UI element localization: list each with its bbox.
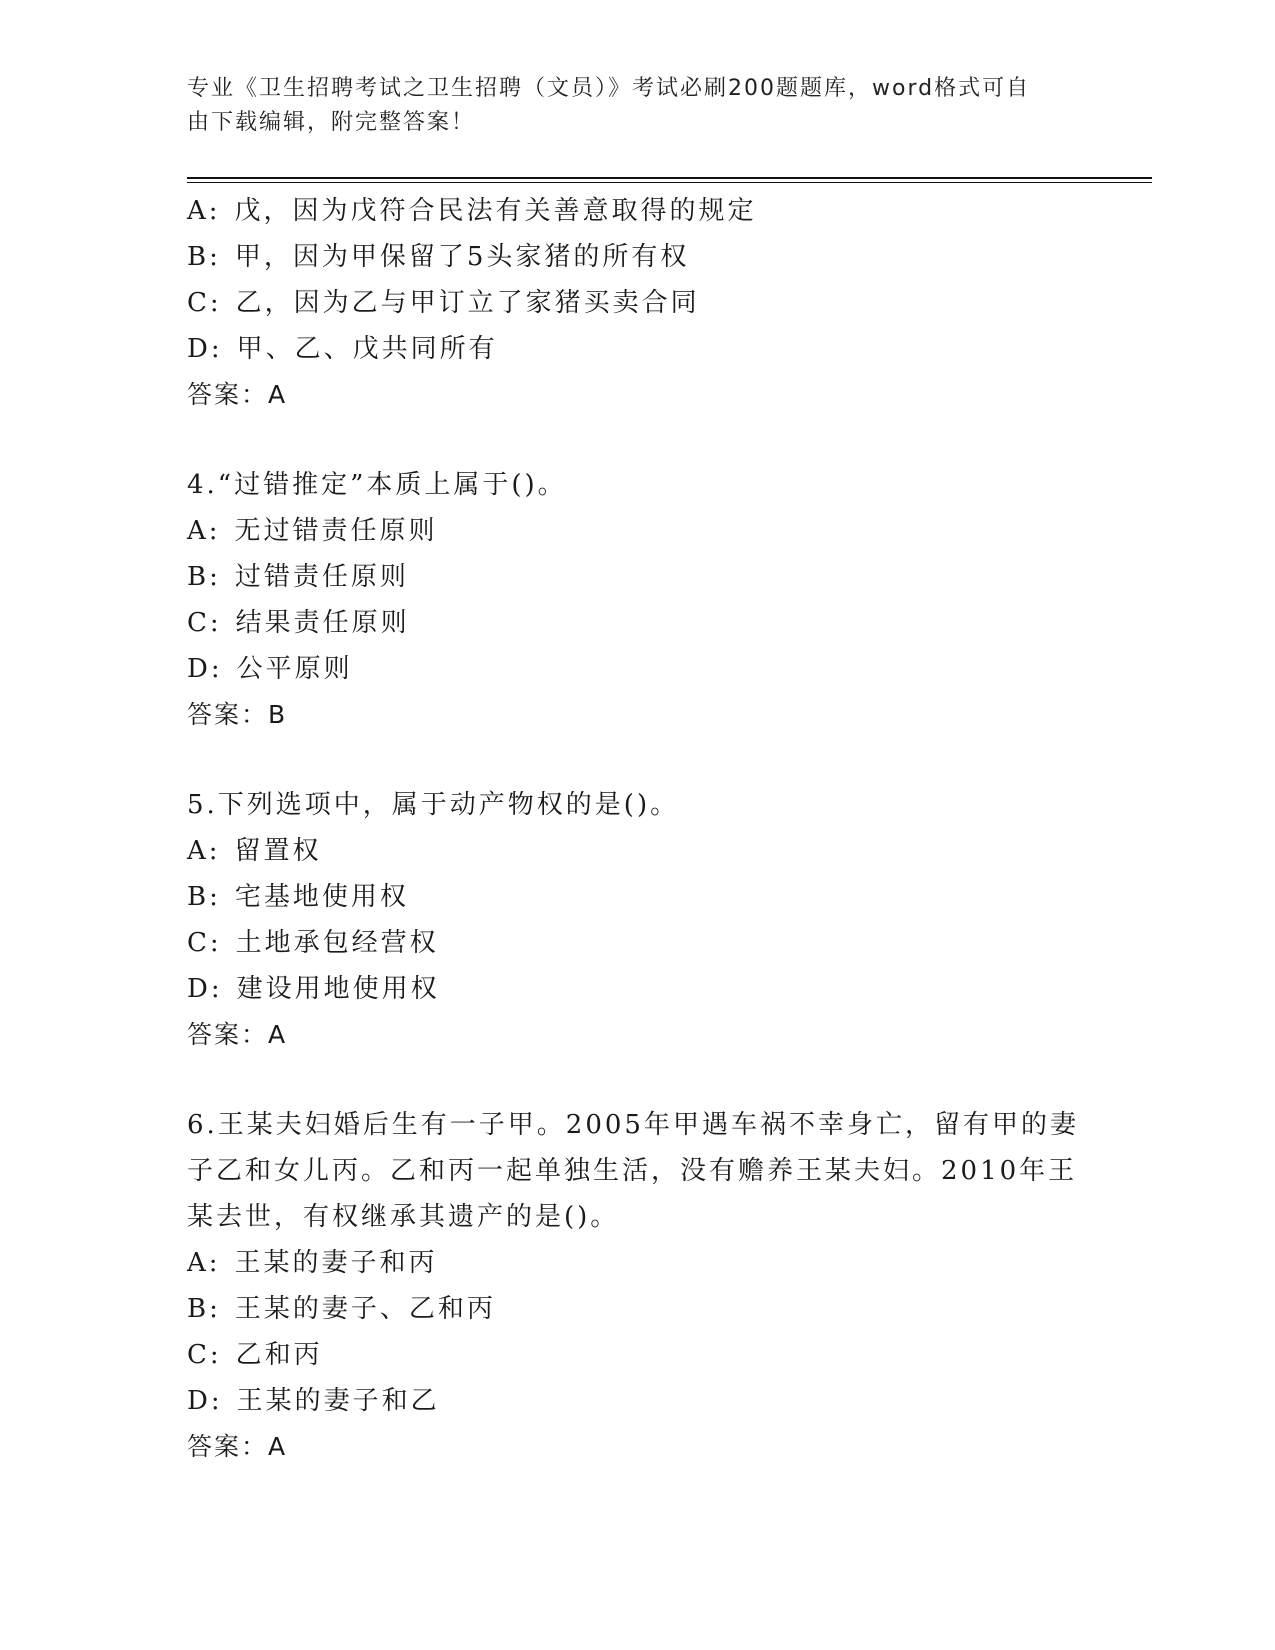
- question-text: 4.“过错推定”本质上属于()。: [187, 470, 567, 500]
- header-line-2: 由下载编辑，附完整答案！: [187, 110, 476, 135]
- option-a: A: 无过错责任原则: [187, 516, 438, 546]
- option-a: A: 戊，因为戊符合民法有关善意取得的规定: [187, 196, 757, 226]
- header-line-1: 专业《卫生招聘考试之卫生招聘（文员）》考试必刷200题题库，word格式可自: [187, 76, 1031, 101]
- option-a: A: 王某的妻子和丙: [187, 1248, 438, 1278]
- question-text-line-2: 子乙和女儿丙。乙和丙一起单独生活，没有赡养王某夫妇。2010年王: [187, 1156, 1078, 1186]
- document-header: [187, 72, 1067, 140]
- option-d: D: 公平原则: [187, 654, 353, 684]
- question-list: [187, 188, 1087, 1470]
- header-divider: [187, 177, 1152, 179]
- answer: 答案：B: [187, 700, 288, 729]
- question-text: 5.下列选项中，属于动产物权的是()。: [187, 790, 680, 820]
- option-d: D: 建设用地使用权: [187, 974, 440, 1004]
- option-d: D: 王某的妻子和乙: [187, 1386, 440, 1416]
- option-b: B: 王某的妻子、乙和丙: [187, 1294, 496, 1324]
- question-6: [187, 1102, 1087, 1470]
- option-a: A: 留置权: [187, 836, 322, 866]
- option-b: B: 宅基地使用权: [187, 882, 409, 912]
- option-c: C: 乙，因为乙与甲订立了家猪买卖合同: [187, 288, 700, 318]
- question-text-line-3: 某去世，有权继承其遗产的是()。: [187, 1202, 620, 1232]
- option-d: D: 甲、乙、戊共同所有: [187, 334, 498, 364]
- option-b: B: 甲，因为甲保留了5头家猪的所有权: [187, 242, 690, 272]
- question-4: [187, 462, 1087, 738]
- header-divider-thin: [187, 182, 1152, 183]
- question-3: [187, 188, 1087, 418]
- option-c: C: 结果责任原则: [187, 608, 410, 638]
- option-b: B: 过错责任原则: [187, 562, 409, 592]
- question-text-line-1: 6.王某夫妇婚后生有一子甲。2005年甲遇车祸不幸身亡，留有甲的妻: [187, 1110, 1079, 1140]
- option-c: C: 土地承包经营权: [187, 928, 439, 958]
- question-5: [187, 782, 1087, 1058]
- option-c: C: 乙和丙: [187, 1340, 323, 1370]
- answer: 答案：A: [187, 1432, 288, 1461]
- answer: 答案：A: [187, 380, 288, 409]
- answer: 答案：A: [187, 1020, 288, 1049]
